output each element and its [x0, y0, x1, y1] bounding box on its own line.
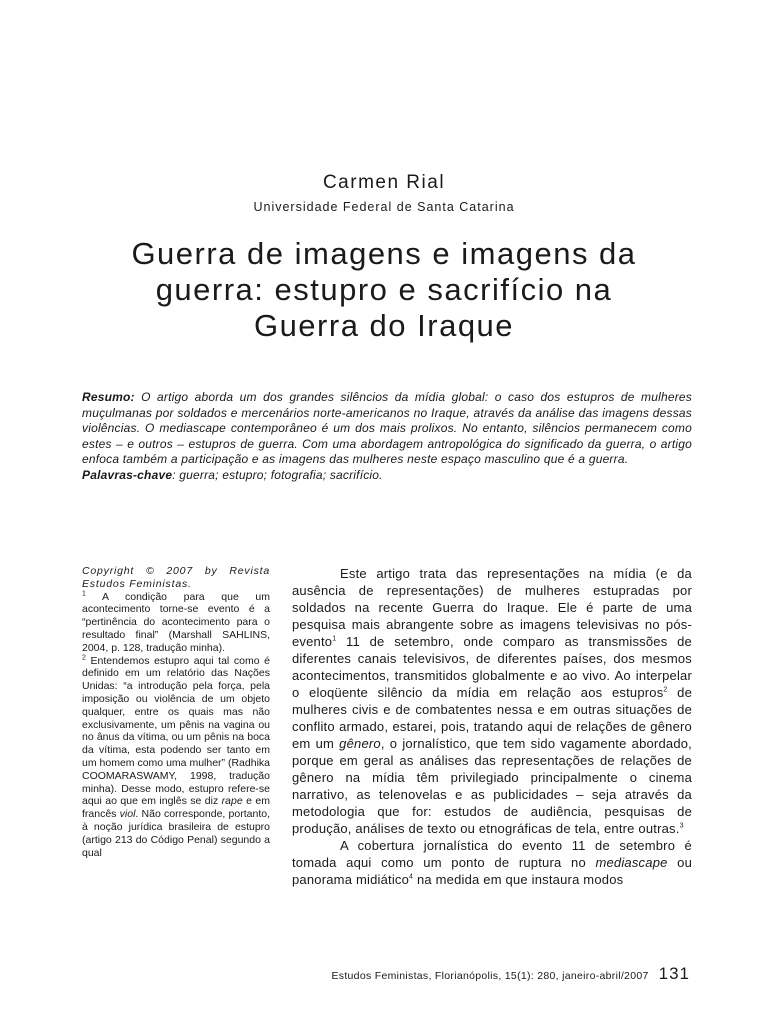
footnote-ref-4[interactable]: 4	[409, 873, 414, 881]
body-paragraph-2	[292, 837, 692, 888]
body-paragraph-1	[292, 565, 692, 837]
main-body	[292, 565, 692, 888]
abstract-label: Resumo:	[82, 390, 135, 404]
abstract-text: O artigo aborda um dos grandes silêncios da mídia global: o caso dos estupros de mulheres muçulmanas por soldados e mercenários norte-americanos no Iraque, através da análise das imagens dessas violências. O mediascape contemporâneo é um dos mais prolixos. No entanto, silêncios permanecem como estes – e outros – estupros de guerra. Com uma abordagem antropológica do significado da guerra, o artigo enfoca também a participação e as imagens das mulheres neste espaço masculino que é a guerra.	[82, 390, 692, 467]
p1-text-b: 11 de setembro, onde comparo as transmissões de diferentes canais televisivos, de diferentes países, dos mesmos acontecimentos, transmitidos globalmente e ao vivo. Ao interpelar o eloqüente silêncio da mídia em relação aos estupros	[292, 634, 692, 700]
footnote-1-text: A condição para que um acontecimento torne-se evento é a “pertinência do acontecimento para o resultado final” (Marshall SAHLINS, 2004, p. 128, tradução minha).	[82, 590, 270, 654]
footnote-ref-2[interactable]: 2	[663, 686, 668, 694]
title-line-2: guerra: estupro e sacrifício na	[155, 272, 613, 307]
footnote-ref-3[interactable]: 3	[679, 822, 684, 830]
footnote-2-rape: rape	[221, 795, 243, 808]
keywords	[82, 468, 692, 484]
keywords-text: : guerra; estupro; fotografia; sacrifício.	[172, 467, 383, 482]
footnote-1-number: 1	[82, 590, 86, 598]
p1-text-d: , o jornalístico, que tem sido vagamente abordado, porque em geral as análises das representações de relações de gênero na mídia têm privilegiado principalmente o cinema narrativo, as telenovelas e as publicidades – seja através da metodologia que for: estudos de audiência, pesquisas de produção, análises de texto ou etnográficas de tela, entre outras.	[292, 736, 692, 836]
p2-text-a: A cobertura jornalística do evento 11 de setembro é tomada aqui como um ponto de ruptura no	[292, 838, 692, 870]
footnote-1	[82, 591, 270, 655]
p1-genero: gênero	[339, 736, 381, 751]
footnote-2-text-c: . Não corresponde, portanto, à noção jurídica brasileira de estupro (artigo 213 do Código Penal) segundo a qual	[82, 808, 270, 859]
footnote-2-text-a: Entendemos estupro aqui tal como é definido em um relatório das Nações Unidas: “a introdução pela força, pela imposição ou violência de um objeto qualquer, entre os quais mas não exclusivamente, um pênis na vagina ou no ânus da vítima, ou um pênis na boca da vítima, esta podendo ser tanto em um homem como uma mulher” (Radhika COOMARASWAMY, 1998, tradução minha). Desse modo, estupro refere-se aqui ao que em inglês se diz	[82, 654, 270, 808]
p2-text-c: na medida em que instaura modos	[413, 872, 624, 887]
p1-text-a: Este artigo trata das representações na mídia (e da ausência de representações) de mulheres estupradas por soldados na recente Guerra do Iraque. Ele é parte de uma pesquisa mais abrangente sobre as imagens televisivas no pós-evento	[292, 566, 692, 649]
footnotes-column	[82, 565, 270, 859]
footnote-2-text-b: e em francês	[82, 795, 270, 821]
copyright-note: Copyright © 2007 by Revista Estudos Feministas.	[82, 565, 270, 590]
page-footer	[310, 964, 690, 984]
page-number: 131	[658, 964, 690, 983]
author-affiliation: Universidade Federal de Santa Catarina	[253, 200, 515, 214]
footnote-2	[82, 655, 270, 860]
p2-mediascape: mediascape	[595, 855, 668, 870]
title-line-3: Guerra do Iraque	[253, 308, 515, 343]
footnote-2-viol: viol	[119, 808, 136, 821]
abstract	[82, 390, 692, 484]
p2-text-b: ou panorama midiático	[292, 855, 692, 887]
author-name: Carmen Rial	[322, 172, 446, 193]
footnote-2-number: 2	[82, 654, 86, 662]
article-title	[60, 236, 708, 344]
keywords-label: Palavras-chave	[82, 467, 173, 482]
footnote-ref-1[interactable]: 1	[332, 635, 337, 643]
title-line-1: Guerra de imagens e imagens da	[131, 236, 637, 271]
p1-text-c: de mulheres civis e de combatentes nessa e em outras situações de conflito armado, estarei, pois, tratando aqui de relações de gênero em um	[292, 685, 692, 751]
journal-citation: Estudos Feministas, Florianópolis, 15(1): 280, janeiro-abril/2007	[331, 970, 649, 982]
